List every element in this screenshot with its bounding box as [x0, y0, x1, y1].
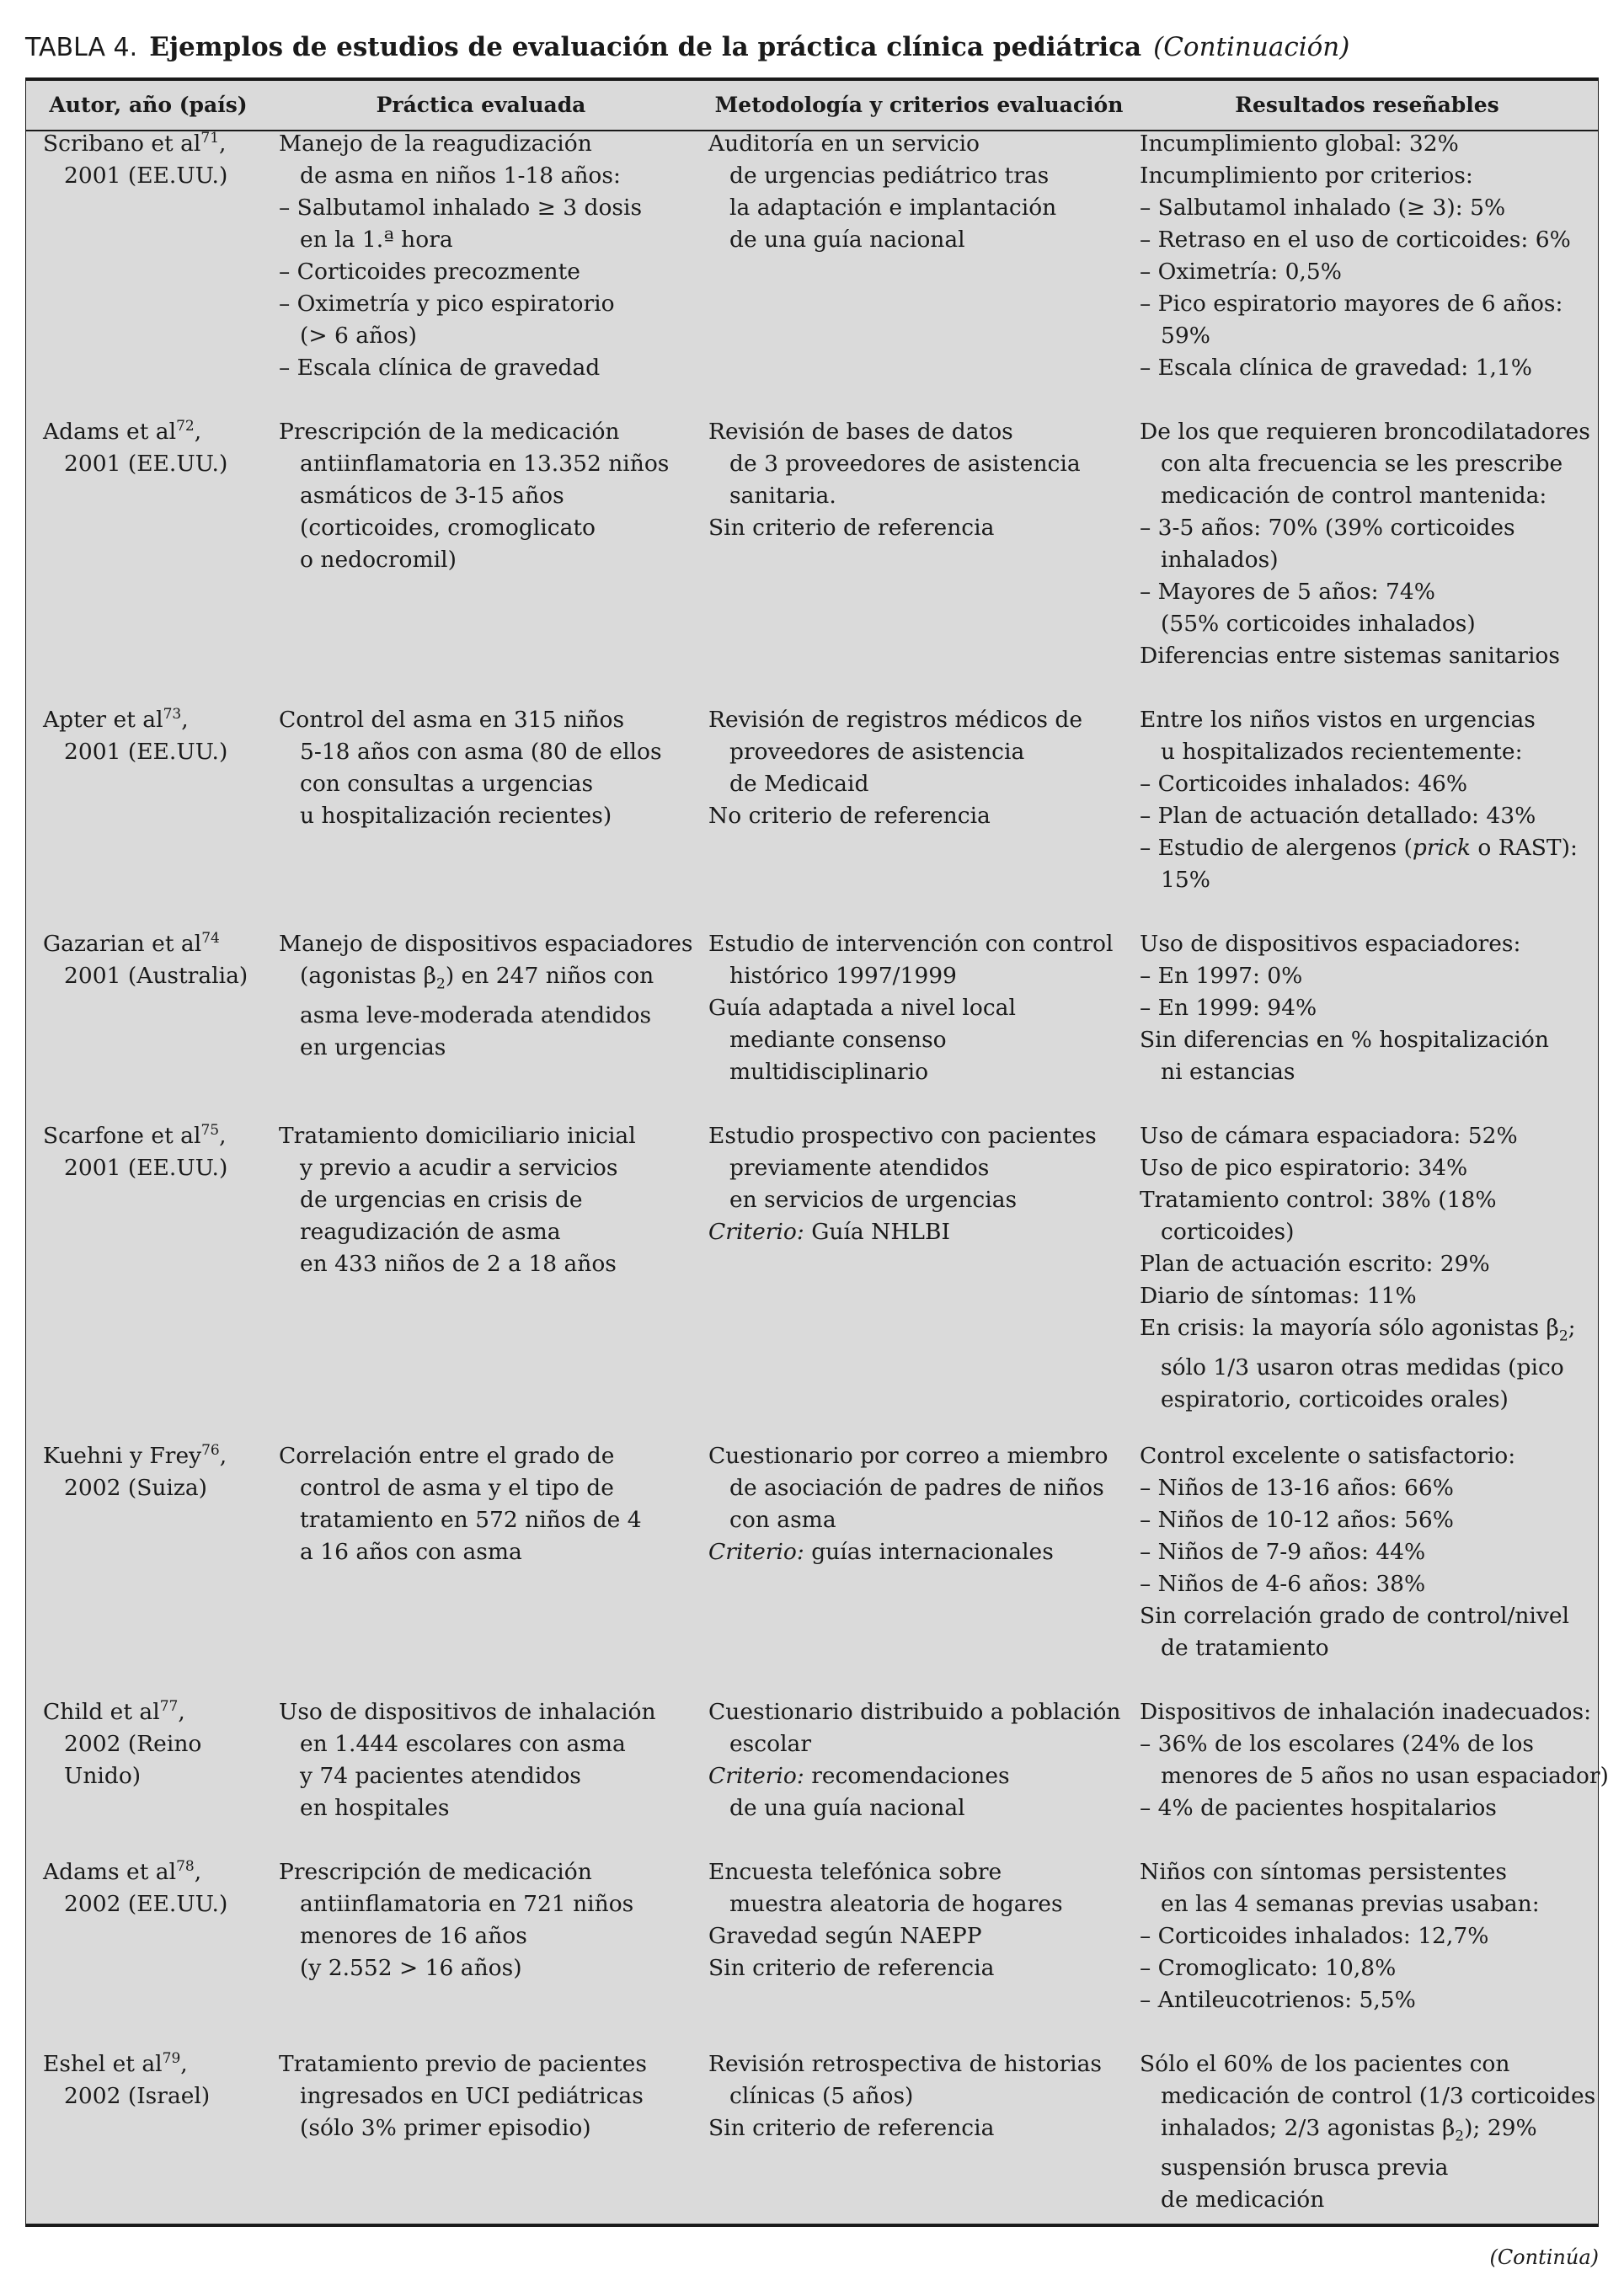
data-table	[25, 77, 1609, 2227]
cell-author: Apter et $al^{73}$, 2001 (EE.UU.)	[43, 706, 228, 765]
cell-author: Eshel et $al^{79}$, 2002 (Israel)	[43, 2050, 211, 2109]
cell-practice: Manejo de la reagudización de asma en niños 1-18 años: – Salbutamol inhalado ≥ 3 dosis en la 1.ª hora – Corticoides precozmente – Oximetría y pico espiratorio (> 6 años) – Escala clínica de gravedad	[279, 131, 643, 381]
cell-method: Revisión de registros médicos de proveedores de asistencia de Medicaid No criterio de referencia	[708, 707, 1083, 829]
continued-note: (Continúa)	[1489, 2246, 1599, 2269]
header-method: Metodología y criterios evaluación	[714, 93, 1124, 117]
cell-author: Adams et $al^{72}$, 2001 (EE.UU.)	[43, 418, 228, 477]
cell-results: Incumplimiento global: 32% Incumplimiento por criterios: – Salbutamol inhalado (≥ 3): 5% – Retraso en el uso de corticoides: 6% – Oximetría: 0,5% – Pico espiratorio mayores de 6 años: 59% – Escala clínica de gravedad: 1,1%	[1140, 131, 1571, 381]
cell-results: Niños con síntomas persistentes en las 4 semanas previas usaban: – Corticoides inhalados: 12,7% – Cromoglicato: 10,8% – Antileucotrienos: 5,5%	[1140, 1859, 1540, 2013]
cell-author: Child et $al^{77}$, 2002 (Reino Unido)	[43, 1698, 202, 1789]
cell-results: Entre los niños vistos en urgencias u hospitalizados recientemente: – Corticoides inhalados: 46% – Plan de actuación detallado: 43% – Estudio de alergenos (prick o RAST): 15%	[1140, 707, 1578, 893]
cell-results: Dispositivos de inhalación inadecuados: – 36% de los escolares (24% de los menores de 5 años no usan espaciador) – 4% de pacientes hospitalarios	[1140, 1699, 1609, 1821]
cell-author: Scribano et $al^{71}$, 2001 (EE.UU.)	[43, 130, 228, 189]
cell-author: Adams et $al^{78}$, 2002 (EE.UU.)	[43, 1858, 228, 1917]
cell-practice: Tratamiento domiciliario inicial y previo a acudir a servicios de urgencias en crisis de reagudización de asma en 433 niños de 2 a 18 años	[279, 1123, 636, 1277]
table-continuation: (Continuación)	[1153, 32, 1350, 62]
cell-results: Uso de dispositivos espaciadores: – En 1997: 0% – En 1999: 94% Sin diferencias en % hospitalización ni estancias	[1140, 931, 1549, 1085]
cell-results: Sólo el 60% de los pacientes con medicación de control (1/3 corticoides inhalados; 2/3 agonistas $\beta_2$); 29% suspensión brusca previa de medicación	[1140, 2051, 1596, 2214]
cell-practice: Tratamiento previo de pacientes ingresados en UCI pediátricas (sólo 3% primer episodio)	[279, 2051, 647, 2141]
cell-author: Gazarian et $al^{74}$ 2001 (Australia)	[43, 930, 248, 989]
cell-method: Revisión retrospectiva de historias clínicas (5 años) Sin criterio de referencia	[708, 2051, 1102, 2141]
cell-practice: Prescripción de la medicación antiinflamatoria en 13.352 niños asmáticos de 3-15 años (corticoides, cromoglicato o nedocromil)	[279, 419, 670, 573]
cell-author: Kuehni y Frey$^{76}$, 2002 (Suiza)	[43, 1442, 227, 1501]
header-practice: Práctica evaluada	[376, 93, 586, 117]
cell-practice: Uso de dispositivos de inhalación en 1.444 escolares con asma y 74 pacientes atendidos en hospitales	[279, 1699, 656, 1821]
table-caption	[25, 30, 1600, 65]
cell-practice: Control del asma en 315 niños 5-18 años con asma (80 de ellos con consultas a urgencias u hospitalización recientes)	[279, 707, 662, 829]
table-title: Ejemplos de estudios de evaluación de la práctica clínica pediátrica	[149, 32, 1142, 62]
cell-practice: Manejo de dispositivos espaciadores (agonistas $\beta_2$) en 247 niños con asma leve-moderada atendidos en urgencias	[279, 931, 693, 1061]
table-header	[26, 81, 1598, 131]
cell-practice: Correlación entre el grado de control de asma y el tipo de tratamiento en 572 niños de 4 a 16 años con asma	[279, 1443, 642, 1565]
cell-method: Estudio de intervención con control histórico 1997/1999 Guía adaptada a nivel local mediante consenso multidisciplinario	[708, 931, 1114, 1085]
cell-practice: Prescripción de medicación antiinflamatoria en 721 niños menores de 16 años (y 2.552 > 16 años)	[279, 1859, 634, 1981]
cell-method: Cuestionario distribuido a población escolar Criterio: recomendaciones de una guía nacional	[708, 1699, 1121, 1821]
cell-method: Revisión de bases de datos de 3 proveedores de asistencia sanitaria. Sin criterio de referencia	[708, 419, 1081, 541]
table-label: TABLA 4.	[25, 33, 138, 62]
cell-author: Scarfone et $al^{75}$, 2001 (EE.UU.)	[43, 1122, 228, 1181]
cell-method: Auditoría en un servicio de urgencias pediátrico tras la adaptación e implantación de una guía nacional	[708, 131, 1057, 253]
header-results: Resultados reseñables	[1235, 93, 1499, 117]
header-author: Autor, año (país)	[49, 93, 248, 117]
cell-results: Uso de cámara espaciadora: 52% Uso de pico espiratorio: 34% Tratamiento control: 38% (18% corticoides) Plan de actuación escrito: 29% Diario de síntomas: 11% En crisis: la mayoría sólo agonistas $\beta_2$; sólo 1/3 usaron otras medidas (pico espiratorio, corticoides orales)	[1140, 1123, 1576, 1413]
cell-method: Cuestionario por correo a miembro de asociación de padres de niños con asma Criterio: guías internacionales	[708, 1443, 1108, 1565]
cell-results: Control excelente o satisfactorio: – Niños de 13-16 años: 66% – Niños de 10-12 años: 56% – Niños de 7-9 años: 44% – Niños de 4-6 años: 38% Sin correlación grado de control/nivel de tratamiento	[1140, 1443, 1570, 1661]
cell-method: Estudio prospectivo con pacientes previamente atendidos en servicios de urgencias Criterio: Guía NHLBI	[708, 1123, 1097, 1245]
cell-method: Encuesta telefónica sobre muestra aleatoria de hogares Gravedad según NAEPP Sin criterio de referencia	[708, 1859, 1063, 1981]
cell-results: De los que requieren broncodilatadores con alta frecuencia se les prescribe medicación de control mantenida: – 3-5 años: 70% (39% corticoides inhalados) – Mayores de 5 años: 74% (55% corticoides inhalados) Diferencias entre sistemas sanitarios	[1140, 419, 1590, 669]
